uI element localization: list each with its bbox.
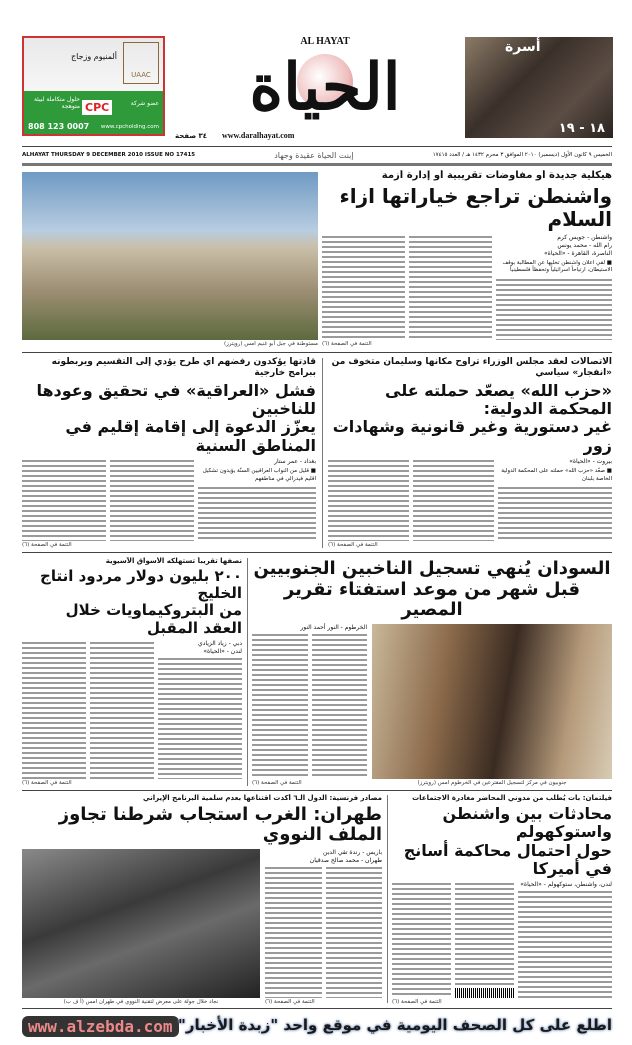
divider: [22, 146, 612, 147]
byline: الناصرة، القاهرة - «الحياة»: [544, 249, 612, 257]
headline-line: حول احتمال محاكمة أسانج في أميركا: [403, 840, 612, 878]
headline-line: السودان يُنهي تسجيل الناخبين الجنوبيين: [253, 558, 611, 579]
headline-line: محادثات بين واشنطن واستوكهولم: [442, 803, 612, 842]
family-supplement-photo[interactable]: [465, 37, 613, 138]
headline-line: يعزّز الدعوة إلى إقامة إقليم في المناطق السنية: [65, 417, 316, 455]
divider: [22, 352, 612, 353]
column: [328, 458, 409, 541]
assange-headline: [392, 805, 612, 879]
sudan-text: [252, 624, 367, 787]
body-text: [110, 458, 194, 541]
photo-caption: مستوطنة في جبل أبو غنيم امس (رويترز): [224, 341, 318, 347]
iran-headline: طهران: الغرب استجاب شرطنا تجاوز الملف النووي: [58, 803, 382, 846]
headline-line: غير دستورية وغير قانونية وشهادات زور: [332, 417, 612, 455]
column: [22, 458, 106, 541]
continued-link[interactable]: التتمة في الصفحة (٦): [328, 542, 378, 548]
continued-link[interactable]: التتمة في الصفحة (٦): [22, 780, 72, 786]
byline: بغداد - عمر ستار: [274, 458, 316, 466]
column: [392, 881, 451, 998]
english-date: ALHAYAT THURSDAY 9 DECEMBER 2010 ISSUE NO 17415: [22, 152, 196, 158]
body-text: [326, 865, 383, 998]
column: [455, 881, 514, 998]
hezbollah-headline: [328, 382, 612, 456]
column: [498, 458, 612, 541]
photo-caption: نجاد خلال جولة على معرض لتقنية النووي في طهران امس (أ ف ب): [63, 999, 219, 1005]
headline-line: ٢٠٠ بليون دولار مردود انتاج الخليج: [40, 566, 242, 602]
sudan-story: [252, 557, 612, 787]
continued-link[interactable]: التتمة في الصفحة (٦): [22, 542, 72, 548]
body-text: [22, 458, 106, 541]
banner-message: اطلع على كل الصحف اليومية في موقع واحد "زبدة الأخبار": [178, 1016, 612, 1034]
body-text: [312, 632, 368, 779]
logo-english: AL HAYAT: [300, 36, 350, 47]
ahmadinejad-photo: [22, 849, 260, 998]
ad-side: عضو شركة: [130, 100, 159, 107]
body-text: [22, 640, 86, 779]
column: [312, 632, 368, 779]
divider: [22, 163, 612, 166]
body-text: [496, 277, 612, 341]
masthead-logo: [200, 36, 450, 130]
lead-story: [322, 170, 612, 348]
ad-phone: 808 123 0007: [28, 122, 90, 131]
byline: دبي - زياد الزيادي: [198, 639, 242, 647]
byline: باريس - رندة تقي الدين: [323, 849, 382, 857]
headline-line: فشل «العراقية» في تحقيق وعودها للناخبين: [36, 380, 316, 418]
family-days: ١٨ - ١٩: [558, 121, 605, 136]
family-label: أسرة: [505, 39, 541, 55]
settlement-photo: [22, 172, 318, 340]
divider: [22, 552, 612, 553]
headline-line: قبل شهر من موعد استفتاء تقرير المصير: [283, 578, 581, 621]
iran-body: [22, 849, 382, 1006]
body-text: [409, 234, 492, 341]
sudan-columns: [252, 632, 367, 779]
column: [322, 234, 405, 341]
lead-text: ■ لقي اعلان واشنطن تخليها عن المطالبة بوقف الاستيطان، ارتياحاً اسرائيلياً وتحفظاً فلسطينياً: [502, 259, 612, 273]
hezbollah-columns: [328, 458, 612, 541]
assange-columns: [392, 881, 612, 998]
sudan-photo-block: [372, 624, 612, 787]
body-text: [252, 632, 308, 779]
lead-photo-block: [22, 172, 318, 348]
column-divider: [247, 558, 248, 786]
ad-tagline: حلول متكاملة لبيئة متوهجة: [33, 96, 80, 110]
column: [158, 640, 242, 779]
assange-kicker: فيلتمان: بات يُطلب من مدوني المحاضر مغادرة الاجتماعات: [412, 794, 612, 802]
lead-text: ■ صعّد «حزب الله» حملته على المحكمة الدولية الخاصة بلبنان: [501, 468, 612, 482]
byline: واشنطن - جويس كرم: [557, 233, 612, 241]
uaac-logo: UAAC: [123, 42, 159, 84]
divider: [22, 790, 612, 791]
iraq-story: [22, 357, 316, 549]
iraq-columns: [22, 458, 316, 541]
iraq-headline: [22, 382, 316, 456]
cpc-logo: CPC: [82, 100, 112, 115]
hezbollah-story: [328, 357, 612, 549]
divider: [22, 1008, 612, 1009]
sudan-voters-photo: [372, 624, 612, 779]
body-text: [158, 656, 242, 779]
body-text: [265, 865, 322, 998]
body-text: [392, 881, 451, 998]
website[interactable]: www.daralhayat.com: [222, 131, 295, 140]
lead-headline: واشنطن تراجع خياراتها ازاء السلام: [339, 183, 612, 231]
column-divider: [387, 795, 388, 1003]
byline: بيروت - «الحياة»: [569, 458, 612, 466]
iran-story: [22, 794, 382, 1006]
column: [90, 640, 154, 779]
page-count: ٣٤ صفحة: [175, 132, 208, 140]
headline-line: من البتروكيماويات خلال العقد المقبل: [65, 601, 242, 637]
iran-text: [265, 849, 382, 1006]
lead-columns: [322, 234, 612, 341]
gulf-columns: [22, 640, 242, 779]
lead-text: ■ قليل من النواب العراقيين السنّة يؤيدون تشكيل اقليم فيدرالي في مناطقهم: [202, 468, 316, 482]
column: [22, 640, 86, 779]
iraq-kicker: قادتها يؤكدون رفضهم أي طرح يؤدي إلى التقسيم ويربطونه ببرامج خارجية: [51, 357, 316, 379]
column: [518, 881, 612, 998]
headline-line: «حزب الله» يصعّد حملته على المحكمة الدولية:: [385, 380, 612, 418]
body-text: [498, 485, 612, 541]
column: [326, 865, 383, 998]
ad-web: www.cpcholding.com: [100, 124, 159, 130]
gulf-kicker: نصفها تقريباً تستهلكه الأسواق الآسيوية: [105, 557, 242, 565]
sudan-body: [252, 624, 612, 787]
column: [252, 632, 308, 779]
column: [496, 234, 612, 341]
body-text: [518, 889, 612, 998]
column: [110, 458, 194, 541]
byline: رام الله - محمد يونس: [557, 241, 612, 249]
sudan-headline: [252, 559, 612, 621]
column: [413, 458, 494, 541]
banner-url[interactable]: www.alzebda.com: [22, 1016, 179, 1037]
alzebda-banner[interactable]: [22, 1014, 612, 1042]
motto: إبنت الحياة عقيدة وجهاد: [274, 150, 354, 160]
body-text: [322, 234, 405, 341]
iran-kicker: مصادر فرنسية: الدول الـ٦ أكدت اقتناعها بعدم سلمية البرنامج الإيراني: [143, 794, 382, 802]
byline: الخرطوم - النور أحمد النور: [300, 624, 367, 632]
byline: لندن، واشنطن، ستوكهولم - «الحياة»: [520, 881, 612, 889]
continued-link[interactable]: التتمة في الصفحة (٦): [392, 999, 442, 1005]
arabic-date: الخميس ٩ كانون الأول (ديسمبر) ٢٠١٠ الموافق ٣ محرم ١٤٣٢ هـ / العدد ١٧٤١٥: [432, 152, 612, 158]
body-text: [328, 458, 409, 541]
barcode: [455, 988, 514, 998]
ad-product: ألمنيوم وزجاج: [70, 52, 117, 61]
byline: لندن - «الحياة»: [203, 647, 242, 655]
body-text: [198, 485, 316, 541]
continued-link[interactable]: التتمة في الصفحة (٦): [252, 780, 302, 786]
iran-columns: [265, 865, 382, 998]
lead-kicker: هيكلية جديدة أو مفاوضات تقريبية أو إدارة أزمة: [381, 170, 612, 181]
gulf-headline: [22, 568, 242, 637]
photo-caption: جنوبيون في مركز لتسجيل المقترعين في الخرطوم امس (رويترز): [417, 780, 567, 786]
advertisement[interactable]: [22, 36, 165, 136]
body-text: [90, 640, 154, 779]
byline: طهران - محمد صالح صدقيان: [309, 857, 382, 865]
continued-link[interactable]: التتمة في الصفحة (٦): [322, 341, 372, 347]
column: [409, 234, 492, 341]
body-text: [413, 458, 494, 541]
gulf-story: [22, 557, 242, 787]
column: [265, 865, 322, 998]
logo-arabic: الحياة: [249, 50, 401, 125]
column-divider: [322, 358, 323, 548]
date-bar: [22, 149, 612, 161]
column: [198, 458, 316, 541]
continued-link[interactable]: التتمة في الصفحة (٦): [265, 999, 315, 1005]
body-text: [455, 881, 514, 986]
iran-photo-block: [22, 849, 260, 1006]
assange-story: [392, 794, 612, 1006]
hezbollah-kicker: الاتصالات لعقد مجلس الوزراء تراوح مكانها وسليمان متخوف من «انفجار» سياسي: [331, 357, 612, 379]
